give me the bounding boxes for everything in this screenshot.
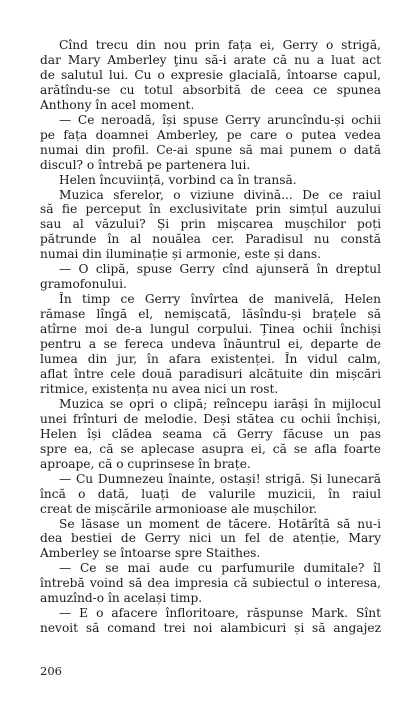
text-line: dar Mary Amberley ţinu să-i arate că nu a luat act — [40, 52, 381, 67]
text-line: amuzînd-o în același timp. — [40, 591, 203, 606]
text-line: numai din iluminație și armonie, este și dans. — [40, 247, 322, 262]
text-line: nevoit să comand trei noi alambicuri și să angajez — [40, 621, 381, 636]
text-line: — Ce se mai aude cu parfumurile dumitale? îl — [59, 561, 381, 576]
text-line: — Ce neroadă, își spuse Gerry aruncîndu-și ochii — [59, 112, 381, 127]
text-line: creat de mișcările armonioase ale mușchilor. — [40, 501, 318, 516]
text-line: Se lăsase un moment de tăcere. Hotărîtă să nu-i — [59, 516, 381, 531]
text-line: Helen încuviință, vorbind ca în transă. — [59, 172, 297, 187]
text-line: — E o afacere înfloritoare, răspunse Mark. Sînt — [59, 606, 381, 621]
text-line: încă o dată, luați de valurile muzicii, în raiul — [40, 486, 381, 501]
text-line: aflat între cele două paradisuri alcătuite din mișcări — [40, 366, 381, 381]
text-line: spre ea, că se aplecase asupra ei, că se afla foarte — [40, 441, 381, 456]
text-line: pentru a se fereca undeva înăuntrul ei, departe de — [40, 337, 381, 352]
text-line: Anthony în acel moment. — [40, 97, 195, 112]
text-line: dea bestiei de Gerry nici un fel de atenție, Mary — [40, 531, 381, 546]
text-line: În timp ce Gerry învîrtea de manivelă, Helen — [59, 292, 381, 307]
text-line: Muzica sferelor, o viziune divină... De ce raiul — [59, 187, 381, 202]
text-line: să fie perceput în exclusivitate prin simțul auzului — [40, 202, 381, 217]
text-line: atîrne moi de-a lungul corpului. Ținea ochii închiși — [40, 322, 381, 337]
text-line: Amberley se întoarse spre Staithes. — [40, 546, 261, 561]
text-line: gramofonului. — [40, 277, 127, 292]
text-line: pe fața doamnei Amberley, pe care o putea vedea — [40, 127, 381, 142]
body-text — [40, 38, 381, 636]
text-line: sau al văzului? Și prin mișcarea mușchilor poți — [40, 217, 381, 232]
text-line: rămase lîngă el, nemișcată, lăsîndu-și brațele să — [40, 307, 381, 322]
text-line: numai din profil. Ce-ai spune să mai punem o dată — [40, 142, 381, 157]
text-line: întrebă voind să dea impresia că subiectul o interesa, — [40, 576, 381, 591]
text-line: Cînd trecu din nou prin fața ei, Gerry o strigă, — [59, 38, 381, 52]
text-line: Muzica se opri o clipă; reîncepu iarăși în mijlocul — [59, 396, 381, 411]
page-number: 206 — [40, 664, 62, 678]
text-line: — O clipă, spuse Gerry cînd ajunseră în dreptul — [59, 262, 381, 277]
text-line: Helen își clădea seama că Gerry făcuse un pas — [40, 426, 381, 441]
text-line: — Cu Dumnezeu înainte, ostași! strigă. Și lunecară — [59, 471, 381, 486]
text-line: lumea din jur, în afara existenței. În vidul calm, — [40, 352, 381, 367]
text-line: pătrunde în al nouălea cer. Paradisul nu constă — [40, 232, 381, 247]
text-line: de salutul lui. Cu o expresie glacială, întoarse capul, — [40, 67, 381, 82]
text-line: ritmice, existența nu avea nici un rost. — [40, 381, 279, 396]
text-line: aproape, că o cuprinsese în brațe. — [40, 456, 251, 471]
text-line: unei frînturi de melodie. Deși stătea cu ochii închiși, — [40, 411, 381, 426]
text-line: discul? o întrebă pe partenera lui. — [40, 157, 251, 172]
text-line: arătîndu-se cu totul absorbită de ceea ce spunea — [40, 82, 381, 97]
